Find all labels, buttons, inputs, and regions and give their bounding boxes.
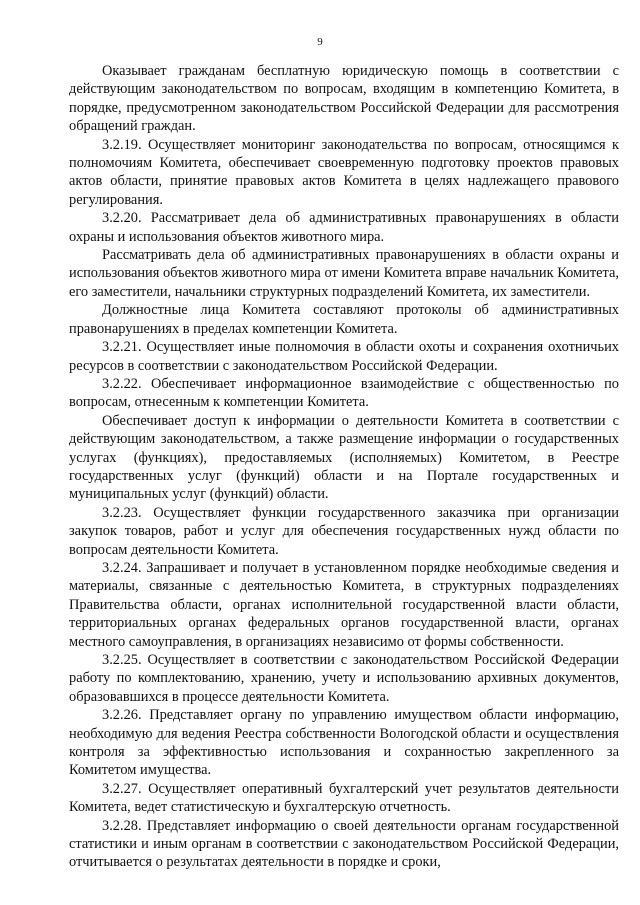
paragraph-3-2-19: 3.2.19. Осуществляет мониторинг законодательства по вопросам, относящимся к полномочиям Комитета, обеспечивает своевременную подготовку проектов правовых актов области, принятие правовых актов Комитета в целях надлежащего правового регулирования.: [69, 136, 619, 208]
paragraph-3-2-26: 3.2.26. Представляет органу по управлению имуществом области информацию, необходимую для ведения Реестра собственности Вологодской области и осуществления контроля за эффективностью использования и сохранностью закрепленного за Комитетом имущества.: [69, 707, 619, 779]
paragraph-3-2-23: 3.2.23. Осуществляет функции государственного заказчика при организации закупок товаров, работ и услуг для обеспечения государственных нужд области по вопросам деятельности Комитета.: [69, 504, 619, 558]
paragraph-3-2-24: 3.2.24. Запрашивает и получает в установленном порядке необходимые сведения и материалы, связанные с деятельностью Комитета, в структурных подразделениях Правительства области, органах исполнительной государственной власти области, территориальных органах федеральных органов государственной власти, органах местного самоуправления, в организациях независимо от формы собственности.: [69, 559, 619, 650]
paragraph-3-2-22: 3.2.22. Обеспечивает информационное взаимодействие с общественностью по вопросам, отнесенным к компетенции Комитета.: [69, 375, 619, 411]
paragraph-protocols: Должностные лица Комитета составляют протоколы об административных правонарушениях в пределах компетенции Комитета.: [69, 302, 619, 337]
paragraph-3-2-21: 3.2.21. Осуществляет иные полномочия в области охоты и сохранения охотничьих ресурсов в соответствии с законодательством Российской Федерации.: [69, 339, 619, 374]
paragraph-3-2-27: 3.2.27. Осуществляет оперативный бухгалтерский учет результатов деятельности Комитета, ведет статистическую и бухгалтерскую отчетность.: [69, 780, 619, 816]
paragraph-3-2-25: 3.2.25. Осуществляет в соответствии с законодательством Российской Федерации работу по комплектованию, хранению, учету и использованию архивных документов, образовавшихся в процессе деятельности Комитета.: [69, 652, 619, 705]
paragraph-3-2-28: 3.2.28. Представляет информацию о своей деятельности органам государственной статистики и иным органам в соответствии с законодательством Российской Федерации, отчитывается о результатах деятельности в порядке и сроки,: [69, 817, 619, 871]
paragraph-3-2-20: 3.2.20. Рассматривает дела об административных правонарушениях в области охраны и использования объектов животного мира.: [69, 210, 619, 245]
document-body: [69, 62, 619, 872]
page-number: 9: [317, 36, 323, 48]
paragraph-legal-aid: Оказывает гражданам бесплатную юридическую помощь в соответствии с действующим законодательством по вопросам, входящим в компетенцию Комитета, в порядке, предусмотренном законодательством Российской Федерации для рассмотрения обращений граждан.: [69, 63, 619, 135]
paragraph-information-access: Обеспечивает доступ к информации о деятельности Комитета в соответствии с действующим законодательством, а также размещение информации о государственных услугах (функциях), предоставляемых (исполняемых) Комитетом, в Реестре государственных услуг (функций) области и на Портале государственных и муниципальных услуг (функций) области.: [69, 412, 619, 503]
paragraph-authorized-officials: Рассматривать дела об административных правонарушениях в области охраны и использования объектов животного мира от имени Комитета вправе начальник Комитета, его заместители, начальники структурных подразделений Комитета, их заместители.: [69, 247, 619, 300]
